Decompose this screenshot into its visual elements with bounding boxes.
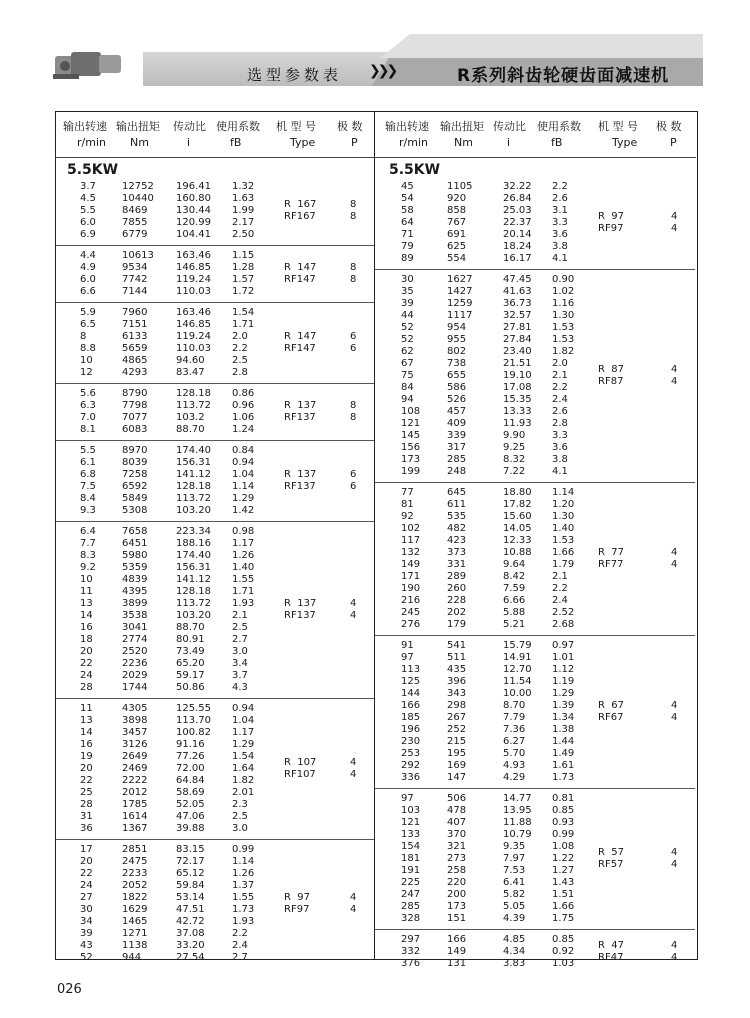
cell-type: R 77 RF77 xyxy=(598,547,625,570)
column-header-ratio: 传动比 xyxy=(493,120,526,133)
cell-ratio: 223.34 188.16 174.40 156.31 141.12 128.18 113.72 103.20 88.70 80.91 73.49 65.20 59.17 50.86 xyxy=(176,526,211,693)
cell-speed: 5.9 6.5 8 8.8 10 12 xyxy=(80,307,96,378)
cell-factor: 0.94 1.04 1.17 1.29 1.54 1.64 1.82 2.01 2.3 2.5 3.0 xyxy=(232,703,255,834)
cell-torque: 7960 7151 6133 5659 4865 4293 xyxy=(122,307,148,378)
cell-ratio: 4.85 4.34 3.83 xyxy=(503,934,526,969)
column-unit-speed: r/min xyxy=(399,136,428,149)
column-unit-speed: r/min xyxy=(77,136,106,149)
cell-poles: 4 4 xyxy=(671,211,678,234)
cell-ratio: 18.80 17.82 15.60 14.05 12.33 10.88 9.64 8.42 7.59 6.66 5.88 5.21 xyxy=(503,487,532,630)
cell-poles: 4 4 xyxy=(671,847,678,870)
cell-type: R 107 RF107 xyxy=(284,757,317,780)
cell-ratio: 174.40 156.31 141.12 128.18 113.72 103.20 xyxy=(176,445,211,516)
cell-type: R 97 RF97 xyxy=(598,211,625,234)
group-divider xyxy=(56,440,374,441)
cell-poles: 4 4 xyxy=(350,892,357,915)
cell-torque: 8790 7798 7077 6083 xyxy=(122,388,148,435)
cell-factor: 1.15 1.28 1.57 1.72 xyxy=(232,250,255,297)
group-divider xyxy=(375,788,695,789)
cell-factor: 0.81 0.85 0.93 0.99 1.08 1.22 1.27 1.43 1.51 1.66 1.75 xyxy=(552,793,575,924)
cell-speed: 30 35 39 44 52 52 62 67 75 84 94 108 121 145 156 173 199 xyxy=(401,274,421,477)
column-unit-factor: fB xyxy=(230,136,242,149)
group-divider xyxy=(56,245,374,246)
column-unit-factor: fB xyxy=(551,136,563,149)
column-header-torque: 输出扭矩 xyxy=(116,120,160,133)
cell-ratio: 47.45 41.63 36.73 32.57 27.81 27.84 23.40 21.51 19.10 17.08 15.35 13.33 11.93 9.90 9.25 8.32 7.22 xyxy=(503,274,532,477)
group-divider xyxy=(375,482,695,483)
column-header-type: 机 型 号 xyxy=(276,120,316,133)
power-label-left: 5.5KW xyxy=(67,162,119,178)
cell-type: R 57 RF57 xyxy=(598,847,625,870)
cell-ratio: 15.79 14.91 12.70 11.54 10.00 8.70 7.79 7.36 6.27 5.70 4.93 4.29 xyxy=(503,640,532,783)
cell-ratio: 163.46 146.85 119.24 110.03 94.60 83.47 xyxy=(176,307,211,378)
cell-torque: 166 149 131 xyxy=(447,934,467,969)
cell-factor: 0.98 1.17 1.26 1.40 1.55 1.71 1.93 2.1 2.5 2.7 3.0 3.4 3.7 4.3 xyxy=(232,526,255,693)
header-divider xyxy=(55,157,696,158)
header-accent xyxy=(380,34,703,58)
cell-factor: 1.14 1.20 1.30 1.40 1.53 1.66 1.79 2.1 2.2 2.4 2.52 2.68 xyxy=(552,487,575,630)
column-header-torque: 输出扭矩 xyxy=(440,120,484,133)
column-unit-ratio: i xyxy=(507,136,511,149)
cell-poles: 4 4 xyxy=(671,940,678,963)
cell-type: R 137 RF137 xyxy=(284,469,317,492)
column-header-factor: 使用系数 xyxy=(216,120,260,133)
cell-factor: 1.32 1.63 1.99 2.17 2.50 xyxy=(232,181,255,240)
cell-factor: 0.97 1.01 1.12 1.19 1.29 1.39 1.34 1.38 1.44 1.49 1.61 1.73 xyxy=(552,640,575,783)
column-header-speed: 输出转速 xyxy=(63,120,107,133)
chevron-right-icon: ❯❯❯ xyxy=(369,63,396,79)
page-title: R系列斜齿轮硬齿面减速机 xyxy=(457,66,670,86)
cell-poles: 4 4 xyxy=(671,700,678,723)
cell-poles: 4 4 xyxy=(671,547,678,570)
cell-type: R 137 RF137 xyxy=(284,400,317,423)
cell-torque: 1627 1427 1259 1117 954 955 802 738 655 586 526 457 409 339 317 285 248 xyxy=(447,274,473,477)
cell-speed: 17 20 22 24 27 30 34 39 43 52 xyxy=(80,844,93,963)
page-number: 026 xyxy=(57,982,82,997)
cell-ratio: 163.46 146.85 119.24 110.03 xyxy=(176,250,211,297)
cell-speed: 6.4 7.7 8.3 9.2 10 11 13 14 16 18 20 22 24 28 xyxy=(80,526,96,693)
cell-poles: 4 4 xyxy=(350,757,357,780)
cell-torque: 4305 3898 3457 3126 2649 2469 2222 2012 1785 1614 1367 xyxy=(122,703,148,834)
group-divider xyxy=(375,269,695,270)
cell-type: R 167 RF167 xyxy=(284,199,317,222)
cell-factor: 1.54 1.71 2.0 2.2 2.5 2.8 xyxy=(232,307,255,378)
group-divider xyxy=(56,302,374,303)
cell-speed: 91 97 113 125 144 166 185 196 230 253 292 336 xyxy=(401,640,421,783)
cell-speed: 11 13 14 16 19 20 22 25 28 31 36 xyxy=(80,703,93,834)
column-unit-torque: Nm xyxy=(130,136,149,149)
cell-ratio: 14.77 13.95 11.88 10.79 9.35 7.97 7.53 6.41 5.82 5.05 4.39 xyxy=(503,793,532,924)
cell-poles: 4 4 xyxy=(350,598,357,621)
cell-poles: 4 4 xyxy=(671,364,678,387)
cell-speed: 5.6 6.3 7.0 8.1 xyxy=(80,388,96,435)
group-divider xyxy=(56,521,374,522)
cell-factor: 0.90 1.02 1.16 1.30 1.53 1.53 1.82 2.0 2.1 2.2 2.4 2.6 2.8 3.3 3.6 3.8 4.1 xyxy=(552,274,575,477)
cell-torque: 8970 8039 7258 6592 5849 5308 xyxy=(122,445,148,516)
group-divider xyxy=(56,839,374,840)
cell-speed: 77 81 92 102 117 132 149 171 190 216 245 276 xyxy=(401,487,421,630)
column-unit-poles: P xyxy=(670,136,677,149)
column-header-speed: 输出转速 xyxy=(385,120,429,133)
cell-factor: 0.85 0.92 1.03 xyxy=(552,934,575,969)
group-divider xyxy=(375,635,695,636)
cell-poles: 6 6 xyxy=(350,331,357,354)
gear-motor-icon xyxy=(53,46,123,80)
cell-speed: 3.7 4.5 5.5 6.0 6.9 xyxy=(80,181,96,240)
column-unit-ratio: i xyxy=(187,136,191,149)
cell-type: R 137 RF137 xyxy=(284,598,317,621)
cell-poles: 8 8 xyxy=(350,262,357,285)
column-unit-poles: P xyxy=(351,136,358,149)
column-divider xyxy=(374,111,375,959)
cell-torque: 541 511 435 396 343 298 267 252 215 195 169 147 xyxy=(447,640,467,783)
cell-factor: 0.84 0.94 1.04 1.14 1.29 1.42 xyxy=(232,445,255,516)
column-header-poles: 极 数 xyxy=(337,120,363,133)
group-divider xyxy=(56,383,374,384)
cell-torque: 7658 6451 5980 5359 4839 4395 3899 3538 3041 2774 2520 2236 2029 1744 xyxy=(122,526,148,693)
power-label-right: 5.5KW xyxy=(389,162,441,178)
section-subtitle: 选型参数表 xyxy=(247,66,343,84)
cell-torque: 506 478 407 370 321 273 258 220 200 173 151 xyxy=(447,793,467,924)
column-unit-torque: Nm xyxy=(454,136,473,149)
cell-speed: 97 103 121 133 154 181 191 225 247 285 328 xyxy=(401,793,421,924)
cell-factor: 0.99 1.14 1.26 1.37 1.55 1.73 1.93 2.2 2.4 2.7 xyxy=(232,844,255,963)
cell-factor: 2.2 2.6 3.1 3.3 3.6 3.8 4.1 xyxy=(552,181,568,264)
cell-torque: 2851 2475 2233 2052 1822 1629 1465 1271 1138 944 xyxy=(122,844,148,963)
cell-ratio: 125.55 113.70 100.82 91.16 77.26 72.00 64.84 58.69 52.05 47.06 39.88 xyxy=(176,703,211,834)
cell-speed: 297 332 376 xyxy=(401,934,421,969)
cell-ratio: 32.22 26.84 25.03 22.37 20.14 18.24 16.17 xyxy=(503,181,532,264)
cell-type: R 147 RF147 xyxy=(284,331,317,354)
cell-torque: 10613 9534 7742 7144 xyxy=(122,250,154,297)
cell-ratio: 83.15 72.17 65.12 59.84 53.14 47.51 42.72 37.08 33.20 27.54 xyxy=(176,844,205,963)
cell-torque: 12752 10440 8469 7855 6779 xyxy=(122,181,154,240)
cell-type: R 87 RF87 xyxy=(598,364,625,387)
cell-ratio: 196.41 160.80 130.44 120.99 104.41 xyxy=(176,181,211,240)
cell-factor: 0.86 0.96 1.06 1.24 xyxy=(232,388,255,435)
cell-ratio: 128.18 113.72 103.2 88.70 xyxy=(176,388,211,435)
column-header-type: 机 型 号 xyxy=(598,120,638,133)
cell-type: R 47 RF47 xyxy=(598,940,625,963)
cell-poles: 8 8 xyxy=(350,199,357,222)
cell-poles: 8 8 xyxy=(350,400,357,423)
column-header-poles: 极 数 xyxy=(656,120,682,133)
cell-speed: 45 54 58 64 71 79 89 xyxy=(401,181,414,264)
group-divider xyxy=(56,698,374,699)
cell-speed: 4.4 4.9 6.0 6.6 xyxy=(80,250,96,297)
column-header-ratio: 传动比 xyxy=(173,120,206,133)
cell-type: R 97 RF97 xyxy=(284,892,311,915)
column-unit-type: Type xyxy=(290,136,316,149)
cell-type: R 67 RF67 xyxy=(598,700,625,723)
cell-torque: 1105 920 858 767 691 625 554 xyxy=(447,181,473,264)
cell-poles: 6 6 xyxy=(350,469,357,492)
group-divider xyxy=(375,929,695,930)
cell-type: R 147 RF147 xyxy=(284,262,317,285)
cell-speed: 5.5 6.1 6.8 7.5 8.4 9.3 xyxy=(80,445,96,516)
cell-torque: 645 611 535 482 423 373 331 289 260 228 202 179 xyxy=(447,487,467,630)
column-unit-type: Type xyxy=(612,136,638,149)
column-header-factor: 使用系数 xyxy=(537,120,581,133)
